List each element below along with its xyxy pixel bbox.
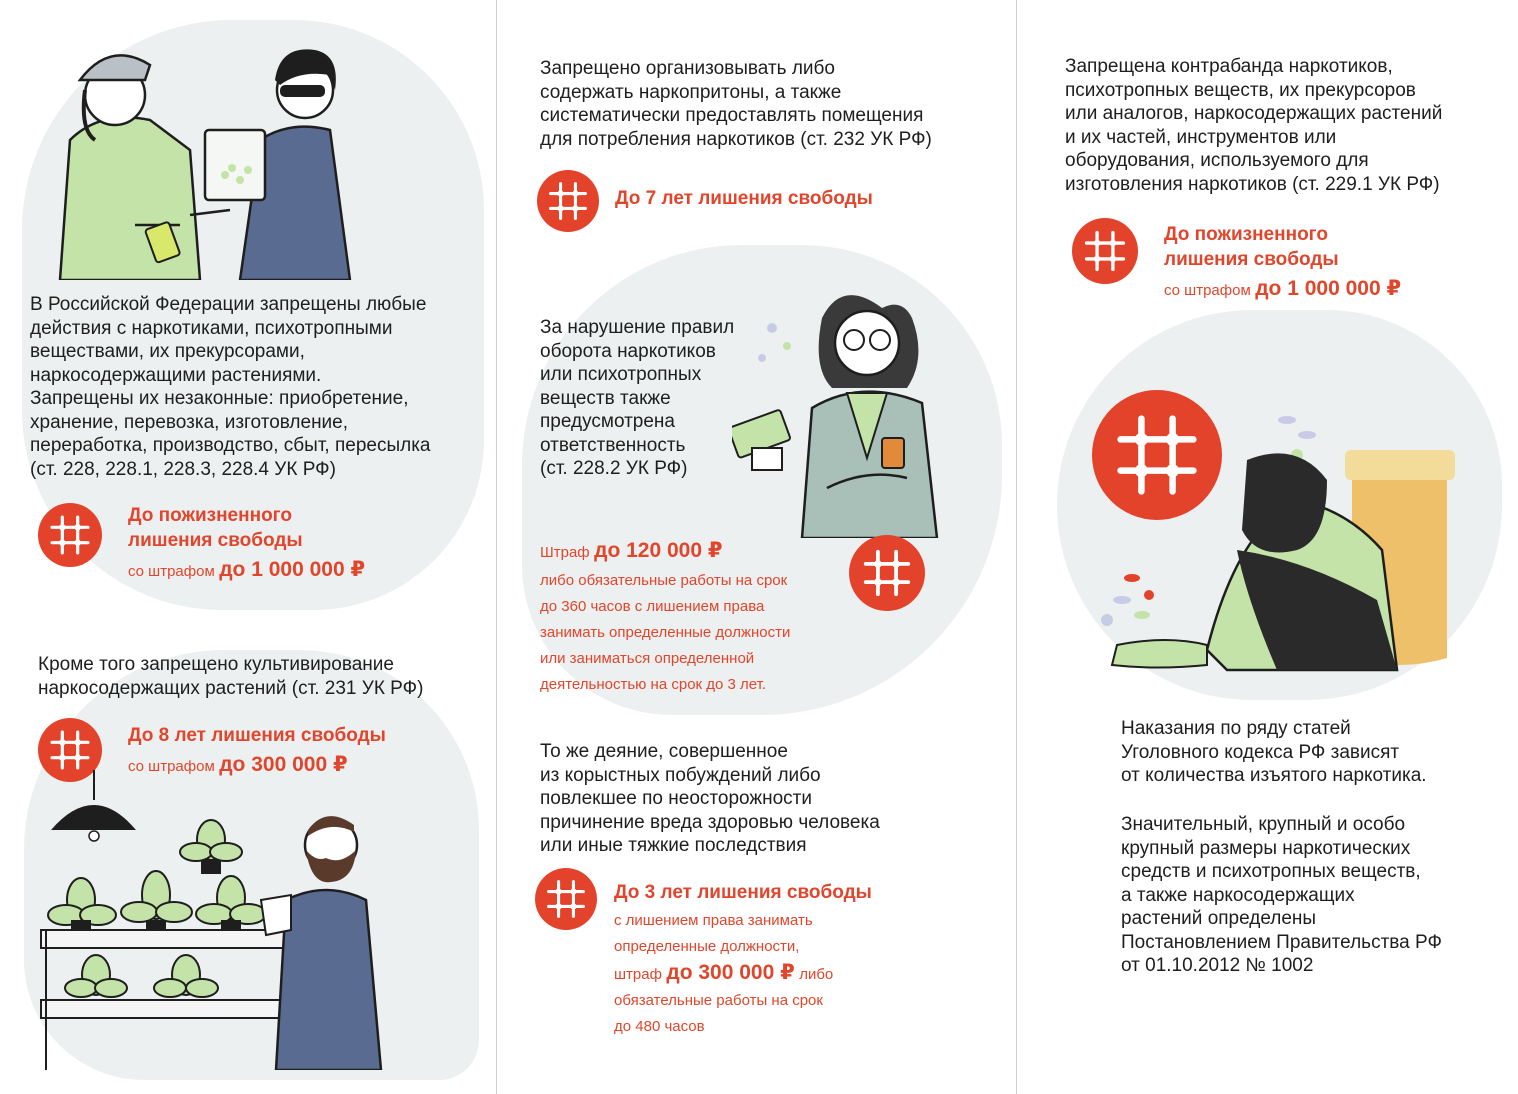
text-line: (ст. 228, 228.1, 228.3, 228.4 УК РФ) — [30, 458, 336, 480]
punishment-paragraph — [1121, 717, 1501, 788]
prison-bars-icon — [1072, 218, 1138, 284]
penalty-line: определенные должности, — [614, 938, 800, 955]
distressed-person-illustration — [1047, 400, 1487, 680]
fine-line: или заниматься определенной — [540, 650, 755, 667]
drug-exchange-illustration — [40, 30, 420, 280]
fine-heading — [540, 538, 722, 563]
text-line: Запрещено организовывать либо — [540, 58, 835, 79]
prison-bars-icon — [38, 503, 102, 567]
text-line: веществами, их прекурсорами, — [30, 341, 305, 362]
text-line: содержать наркопритоны, а также — [540, 81, 842, 103]
fine-prefix: Штраф — [540, 544, 590, 561]
prison-bars-icon — [535, 868, 597, 930]
smuggling-paragraph — [1065, 55, 1515, 196]
fine-prefix: со штрафом — [128, 563, 215, 580]
text-line: оборота наркотиков — [540, 340, 716, 362]
text-line: Кроме того запрещено культивирование — [38, 654, 394, 675]
text-line: действия с наркотиками, психотропными — [30, 317, 393, 339]
penalty-title: До пожизненного — [128, 505, 292, 526]
fine-line: либо обязательные работы на срок — [540, 572, 788, 589]
dens-paragraph — [540, 57, 1010, 151]
text-line: от количества изъятого наркотика. — [1121, 765, 1427, 786]
text-line: от 01.10.2012 № 1002 — [1121, 955, 1314, 976]
penalty-fine — [1164, 276, 1401, 301]
text-line: Постановлением Правительства РФ — [1121, 931, 1442, 953]
fine-amount: до 120 000 ₽ — [594, 539, 723, 562]
panel-middle — [497, 0, 1017, 1094]
penalty-line — [614, 960, 833, 988]
text-line: хранение, перевозка, изготовление, — [30, 411, 349, 433]
fine-amount: до 1 000 000 ₽ — [1255, 277, 1402, 300]
text-line: Наказания по ряду статей — [1121, 718, 1351, 739]
penalty-fine — [128, 557, 365, 582]
text-line: оборудования, используемого для — [1065, 150, 1369, 171]
text-line: повлекшее по неосторожности — [540, 788, 812, 809]
text-line: Уголовного кодекса РФ зависят — [1121, 741, 1400, 763]
fine-suffix: либо — [799, 966, 834, 983]
penalty-title: До 3 лет лишения свободы — [614, 882, 872, 903]
panel-right — [1017, 0, 1518, 1094]
penalty-line: с лишением права занимать — [614, 912, 813, 929]
penalty-details — [614, 908, 833, 1040]
penalty-title: лишения свободы — [128, 530, 303, 551]
text-line: Запрещены их незаконные: приобретение, — [30, 388, 409, 409]
penalty-title: До пожизненного — [1164, 224, 1328, 245]
text-line: изготовления наркотиков (ст. 229.1 УК РФ) — [1065, 173, 1440, 195]
text-line: наркосодержащих растений (ст. 231 УК РФ) — [38, 677, 424, 699]
text-line: растений определены — [1121, 908, 1317, 929]
fine-prefix: со штрафом — [128, 758, 215, 775]
text-line: За нарушение правил — [540, 317, 735, 338]
panel-left — [0, 0, 497, 1094]
intro-paragraph — [30, 293, 480, 481]
fine-line: до 360 часов с лишением права — [540, 598, 765, 615]
text-line: веществ также — [540, 387, 671, 409]
penalty-title: До 7 лет лишения свободы — [615, 188, 873, 209]
plant-grower-illustration — [36, 770, 476, 1070]
text-line: То же деяние, совершенное — [540, 741, 788, 762]
penalty-title: До 8 лет лишения свободы — [128, 725, 386, 746]
text-line: В Российской Федерации запрещены любые — [30, 294, 427, 315]
text-line: ответственность — [540, 434, 686, 456]
text-line: а также наркосодержащих — [1121, 884, 1355, 906]
text-line: Запрещена контрабанда наркотиков, — [1065, 56, 1393, 77]
text-line: психотропных веществ, их прекурсоров — [1065, 79, 1416, 101]
same-act-paragraph — [540, 740, 1010, 858]
prison-bars-icon — [849, 535, 925, 611]
text-line: причинение вреда здоровью человека — [540, 811, 880, 833]
prison-bars-icon — [537, 170, 599, 232]
text-line: Значительный, крупный и особо — [1121, 814, 1406, 835]
text-line: предусмотрена — [540, 411, 675, 432]
text-line: из корыстных побуждений либо — [540, 764, 821, 786]
text-line: переработка, производство, сбыт, пересылка — [30, 435, 431, 456]
penalty-line: обязательные работы на срок — [614, 992, 823, 1009]
fine-prefix: со штрафом — [1164, 282, 1251, 299]
fine-prefix: штраф — [614, 966, 662, 983]
fine-details — [540, 568, 790, 698]
fine-amount: до 1 000 000 ₽ — [219, 558, 366, 581]
penalty-line: до 480 часов — [614, 1018, 705, 1035]
text-line: или аналогов, наркосодержащих растений — [1065, 103, 1443, 124]
fine-line: деятельностью на срок до 3 лет. — [540, 676, 767, 693]
text-line: для потребления наркотиков (ст. 232 УК РФ) — [540, 128, 932, 150]
sizes-paragraph — [1121, 813, 1501, 978]
penalty-title: лишения свободы — [1164, 249, 1339, 270]
fine-amount: до 300 000 ₽ — [219, 753, 348, 776]
text-line: или психотропных — [540, 364, 702, 385]
text-line: (ст. 228.2 УК РФ) — [540, 458, 688, 479]
text-line: систематически предоставлять помещения — [540, 105, 924, 126]
fine-line: занимать определенные должности — [540, 624, 791, 641]
cultivation-paragraph — [38, 653, 478, 700]
text-line: и их частей, инструментов или — [1065, 126, 1337, 148]
text-line: или иные тяжкие последствия — [540, 835, 807, 856]
official-woman-illustration — [732, 278, 952, 538]
text-line: наркосодержащими растениями. — [30, 364, 322, 386]
fine-amount: до 300 000 ₽ — [666, 961, 795, 984]
text-line: крупный размеры наркотических — [1121, 837, 1411, 859]
text-line: средств и психотропных веществ, — [1121, 861, 1421, 882]
